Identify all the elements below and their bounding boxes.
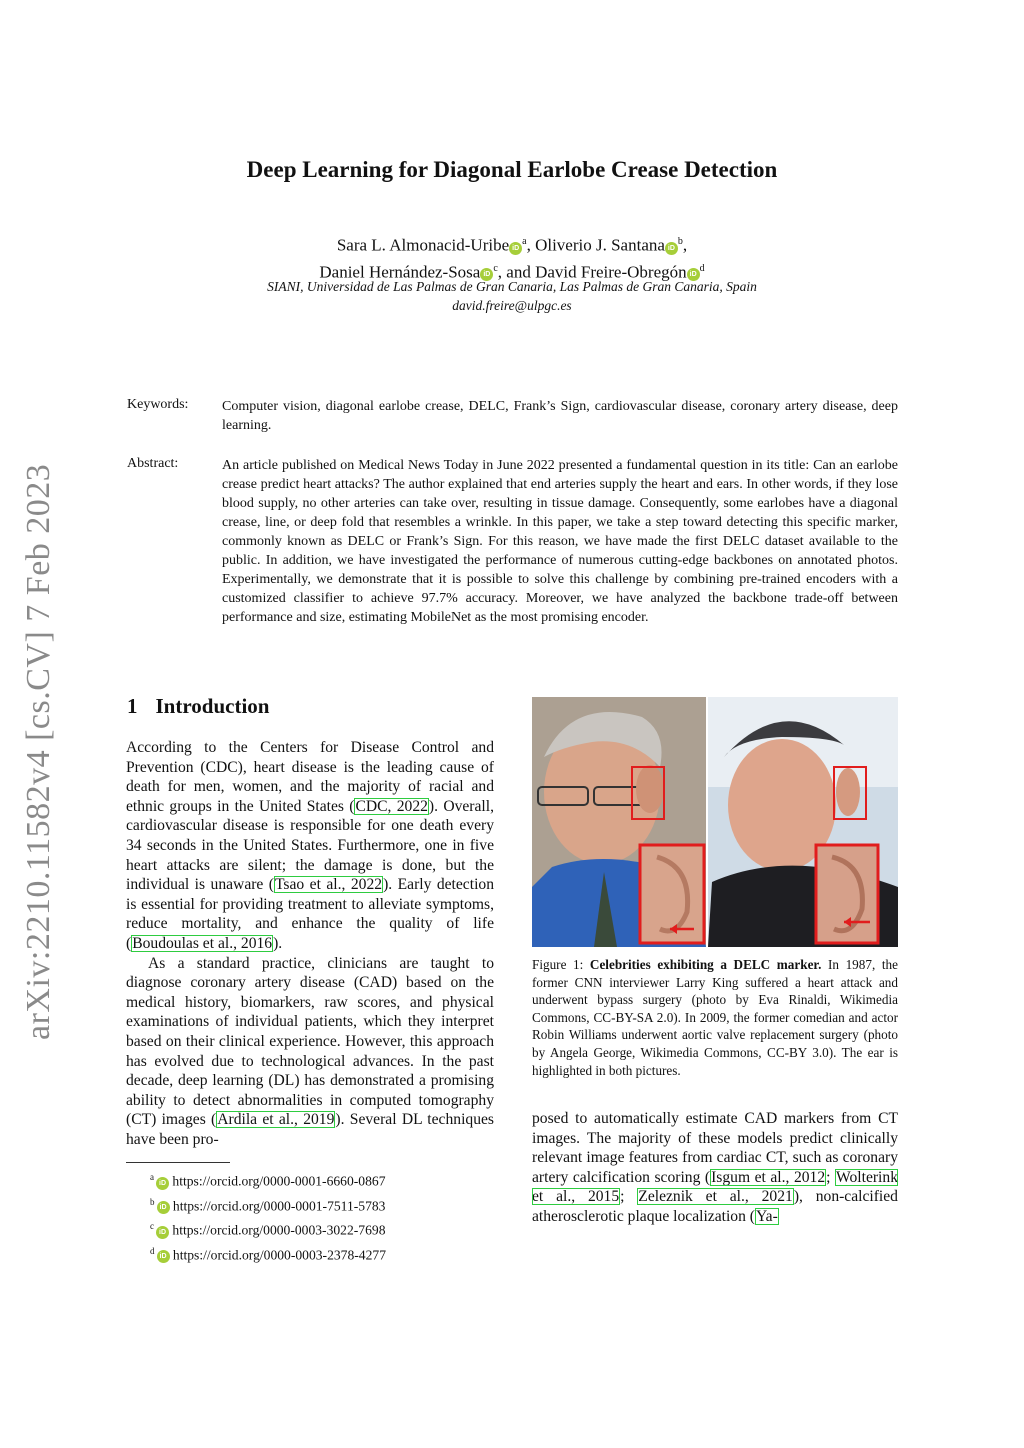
citation-link[interactable]: Zeleznik et al., 2021 [638,1188,793,1206]
text-run: ). [273,934,283,952]
footnote-item [150,1192,386,1217]
affiliation-block [0,277,1024,315]
right-column-text [532,1109,898,1227]
footnote-item [150,1241,386,1266]
text-run: ). Overall, cardiovascular disease is responsible for one death every 34 seconds in the United States. Furthermore, one in five heart attacks are silent; the damage is done, but the individual is unaware ( [126,797,494,894]
footnote-mark: b [677,236,683,247]
author-name: Sara L. Almonacid-Uribe [336,235,510,255]
orcid-icon[interactable]: iD [665,242,678,255]
footnote-mark: c [493,262,498,274]
abstract-label: Abstract: [127,456,179,471]
orcid-icon[interactable]: iD [480,268,493,281]
caption-label: Figure 1: [532,957,590,972]
text-run: ), non-calcified atherosclerotic plaque localization ( [532,1188,898,1225]
footnote-item [150,1167,386,1192]
orcid-icon[interactable]: iD [687,268,700,281]
citation-link[interactable]: CDC, 2022 [355,797,428,815]
figure-caption [532,956,898,1079]
orcid-icon: iD [157,1201,170,1214]
footnote-mark: a [522,236,527,247]
paragraph [126,738,494,954]
caption-title: Celebrities exhibiting a DELC marker. [589,957,822,972]
section-title: Introduction [155,694,270,718]
paragraph [126,954,494,1150]
keywords-text: Computer vision, diagonal earlobe crease, DELC, Frank’s Sign, cardiovascular disease, coronary artery disease, deep learning. [222,399,898,433]
text-run: ). Several DL techniques have been pro- [126,1111,494,1148]
author-line-1 [0,230,1024,257]
arxiv-sidebar-stamp: arXiv:2210.11582v4 [cs.CV] 7 Feb 2023 [20,463,57,1040]
inset-ear-larry [640,845,704,943]
paper-title: Deep Learning for Diagonal Earlobe Crease Detection [246,157,778,182]
footnote-mark: d [699,262,705,274]
inset-ear-robin [816,845,878,943]
text-run: As a standard practice, clinicians are taught to diagnose coronary artery disease (CAD) based on the medical history, biomarkers, raw scores, and physical examinations of individual patients, which they interpret based on their clinical experience. However, this approach has evolved due to technological advances. In the past decade, deep learning (DL) has demonstrated a promising ability to detect abnormalities in computed tomography (CT) images ( [126,954,494,1129]
footnote-mark: d [150,1245,155,1256]
footnote-mark: c [150,1221,154,1232]
citation-link[interactable]: Ya- [755,1207,778,1225]
orcid-url[interactable]: https://orcid.org/0000-0001-6660-0867 [172,1173,386,1189]
orcid-icon: iD [156,1177,169,1190]
text-run: ; [826,1168,836,1186]
affiliation: SIANI, Universidad de Las Palmas de Gran Canaria, Las Palmas de Gran Canaria, Spain [267,279,757,294]
separator: , [682,235,688,255]
footnote-rule [126,1162,230,1163]
caption-text: In 1987, the former CNN interviewer Larry King suffered a heart attack and underwent bypass surgery (photo by Eva Rinaldi, Wikimedia Commons, CC-BY-SA 2.0). In 2009, the former comedian and actor Robin Williams underwent aortic valve replacement surgery (photo by Angela George, Wikimedia Commons, CC-BY 3.0). The ear is highlighted in both pictures. [532,957,898,1078]
orcid-icon: iD [156,1226,169,1239]
footnotes [150,1167,386,1265]
text-run: According to the Centers for Disease Control and Prevention (CDC), heart disease is the leading cause of death for men, women, and the majority of racial and ethnic groups in the United States ( [126,739,494,815]
orcid-icon: iD [157,1250,170,1263]
section-number: 1 [127,694,138,718]
footnote-mark: a [150,1172,154,1182]
citation-link[interactable]: Isgum et al., 2012 [711,1168,826,1186]
figure-celebrity-ears [532,697,898,947]
section-heading [127,694,269,719]
orcid-url[interactable]: https://orcid.org/0000-0003-2378-4277 [172,1247,386,1263]
orcid-url[interactable]: https://orcid.org/0000-0003-3022-7698 [172,1222,386,1238]
citation-link[interactable]: Wolterink et al., 2015 [532,1168,898,1206]
contact-email[interactable]: david.freire@ulpgc.es [452,298,572,313]
author-name: , and David Freire-Obregón [497,262,687,282]
footnote-item [150,1216,386,1241]
abstract-text: An article published on Medical News Today in June 2022 presented a fundamental question in its title: Can an earlobe crease predict heart attacks? The author explained that end arteries supply the heart and ears. In other words, if they lose blood supply, no other arteries can take over, resulting in tissue damage. Consequently, some earlobes have a diagonal crease, line, or deep fold that resembles a wrinkle. In this paper, we take a step toward detecting this specific marker, commonly known as DELC or Frank’s Sign. For this reason, we have made the first DELC dataset available to the public. In addition, we have investigated the performance of numerous cutting-edge backbones on annotated photos. Experimentally, we demonstrate that it is possible to solve this challenge by combining pre-trained encoders with a customized classifier to achieve 97.7% accuracy. Moreover, we have analyzed the backbone trade-off between performance and size, estimating MobileNet as the most promising encoder. [222,458,898,625]
orcid-url[interactable]: https://orcid.org/0000-0001-7511-5783 [172,1198,386,1214]
text-run: ). Early detection is essential for providing treatment to alleviate symptoms, reduce mortality, and enhance the quality of life ( [126,876,494,952]
orcid-icon[interactable]: iD [509,242,522,255]
text-run: ; [620,1188,638,1206]
citation-link[interactable]: Ardila et al., 2019 [217,1111,335,1129]
footnote-mark: b [150,1196,155,1207]
citation-link[interactable]: Tsao et al., 2022 [275,876,383,894]
text-run: posed to automatically estimate CAD markers from CT images. The majority of these models predict clinically relevant image features from cardiac CT, such as coronary artery calcification scoring ( [532,1110,898,1186]
author-name: , Oliverio J. Santana [526,235,665,255]
citation-link[interactable]: Boudoulas et al., 2016 [132,934,273,952]
author-list [0,230,1024,283]
author-name: Daniel Hernández-Sosa [319,262,481,282]
keywords-label: Keywords: [127,397,189,412]
left-column-text [126,738,494,1149]
